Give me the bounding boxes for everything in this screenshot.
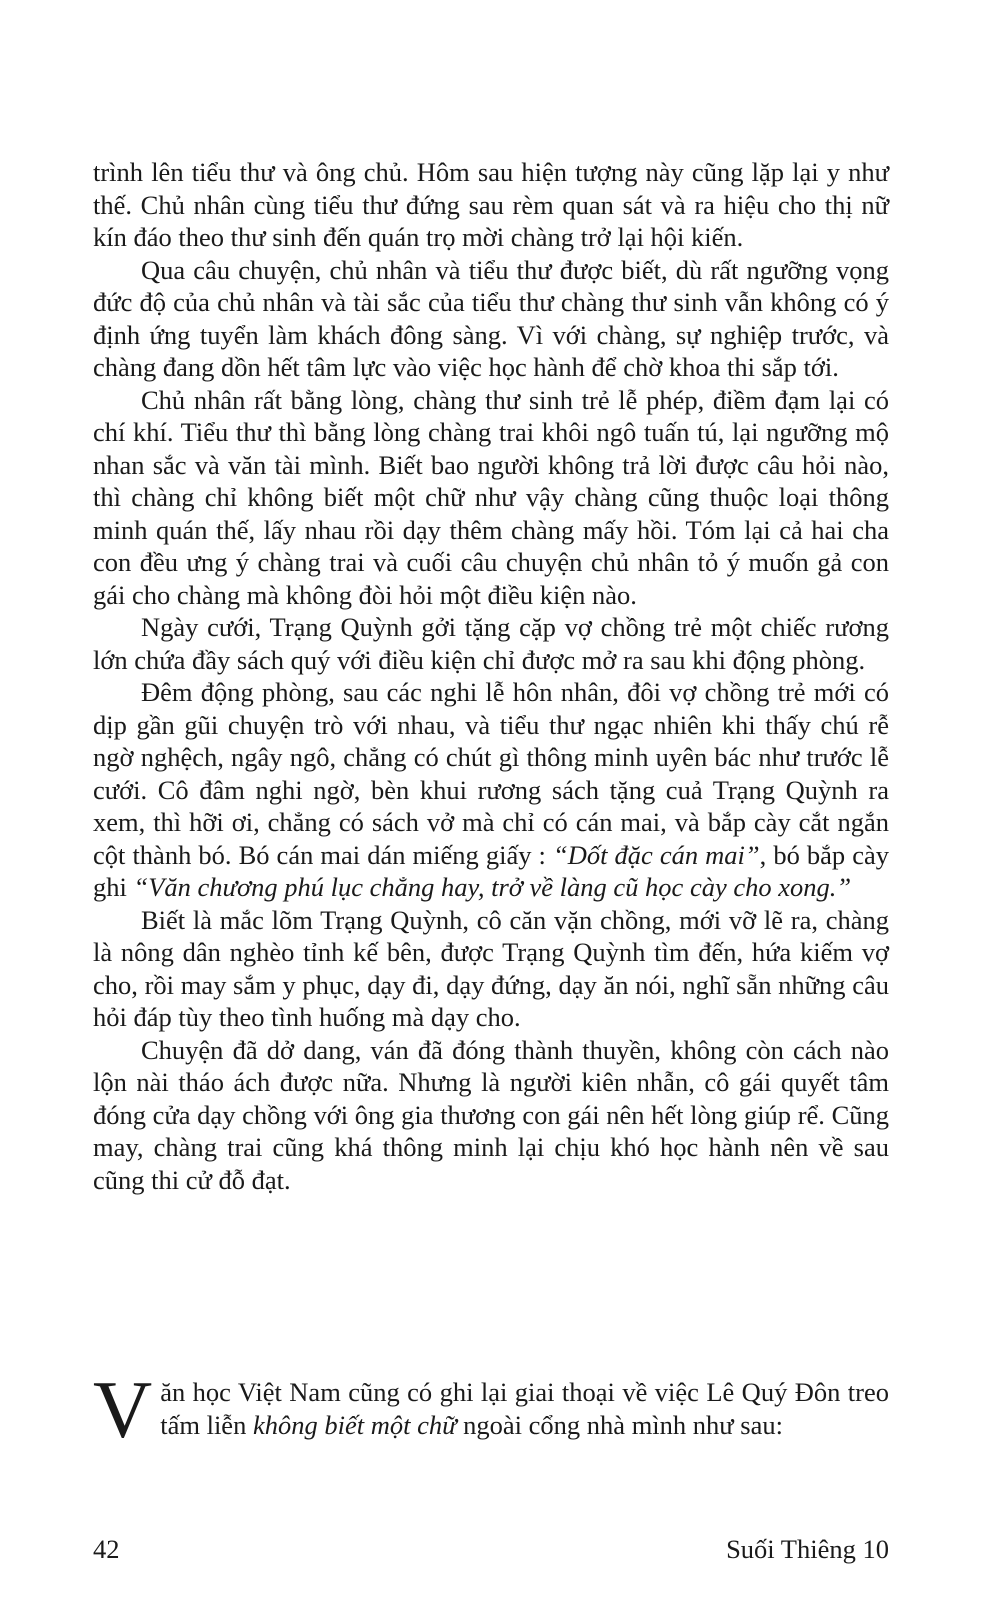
paragraph-4: Ngày cưới, Trạng Quỳnh gởi tặng cặp vợ chồng trẻ một chiếc rương lớn chứa đầy sách quý với điều kiện chỉ được mở ra sau khi động phòng. [93,612,889,675]
paragraph-6: Biết là mắc lõm Trạng Quỳnh, cô căn vặn chồng, mới vỡ lẽ ra, chàng là nông dân nghèo tỉnh kế bên, được Trạng Quỳnh tìm đến, hứa kiếm vợ cho, rồi may sắm y phục, dạy đi, dạy đứng, dạy ăn nói, nghĩ sẵn những câu hỏi đáp tùy theo tình huống mà dạy cho. [93,904,889,1032]
quote-van-chuong: “Văn chương phú lục chẳng hay, trở về làng cũ học cày cho xong.” [133,872,852,902]
page-number: 42 [93,1534,120,1564]
paragraph-5-text: Đêm động phòng, sau các nghi lễ hôn nhân, đôi vợ chồng trẻ mới có dịp gần gũi chuyện trò với nhau, và tiểu thư ngạc nhiên khi thấy chú rễ ngờ nghệch, ngây ngô, chẳng có chút gì thông minh uyên bác như trước lễ cưới. Cô đâm nghi ngờ, bèn khui rương sách tặng cuả Trạng Quỳnh ra xem, thì hỡi ơi, chẳng có sách vở mà chỉ có cán mai, và bắp cày cắt ngắn cột thành bó. Bó cán mai dán miếng giấy : [93,677,889,870]
paragraph-1: trình lên tiểu thư và ông chủ. Hôm sau hiện tượng này cũng lặp lại y như thế. Chủ nhân cùng tiểu thư đứng sau rèm quan sát và ra hiệu cho thị nữ kín đáo theo thư sinh đến quán trọ mời chàng trở lại hội kiến. [93,157,889,252]
drop-cap: V [93,1364,153,1455]
section-intro [93,1364,889,1455]
paragraph-5 [93,676,889,904]
section-text-1: ăn học Việt Nam cũng có ghi lại giai thoại về việc Lê Quý Đôn treo tấm liễn [160,1377,889,1440]
paragraph-7: Chuyện đã dở dang, ván đã đóng thành thuyền, không còn cách nào lộn nài tháo ách được nữa. Nhưng là người kiên nhẫn, cô gái quyết tâm đóng cửa dạy chồng với ông gia thương con gái nên hết lòng giúp rể. Cũng may, chàng trai cũng khá thông minh lại chịu khó học hành nên về sau cũng thi cử đỗ đạt. [93,1034,889,1195]
book-title: Suối Thiêng 10 [726,1534,889,1564]
quote-dot-dac: “Dốt đặc cán mai” [552,839,760,870]
paragraph-3: Chủ nhân rất bằng lòng, chàng thư sinh trẻ lễ phép, điềm đạm lại có chí khí. Tiểu thư thì bằng lòng chàng trai khôi ngô tuấn tú, lại ngưỡng mộ nhan sắc và văn tài mình. Biết bao người không trả lời được câu hỏi nào, thì chàng chỉ không biết một chữ như vậy chàng cũng thuộc loại thông minh quán thế, lấy nhau rồi dạy thêm chàng mấy hồi. Tóm lại cả hai cha con đều ưng ý chàng trai và cuối câu chuyện chủ nhân tỏ ý muốn gả con gái cho chàng mà không đòi hỏi một điều kiện nào. [93,384,889,610]
section-text-2: ngoài cổng nhà mình như sau: [456,1409,783,1440]
body-text [93,156,889,1196]
paragraph-5-mid: , bó bắp cày ghi [93,839,890,902]
section-italic: không biết một chữ [252,1409,457,1440]
paragraph-2: Qua câu chuyện, chủ nhân và tiểu thư được biết, dù rất ngưỡng vọng đức độ của chủ nhân và tài sắc của tiểu thư chàng thư sinh vẫn không có ý định ứng tuyển làm khách đông sàng. Vì với chàng, sự nghiệp trước, và chàng đang dồn hết tâm lực vào việc học hành để chờ khoa thi sắp tới. [93,254,889,382]
